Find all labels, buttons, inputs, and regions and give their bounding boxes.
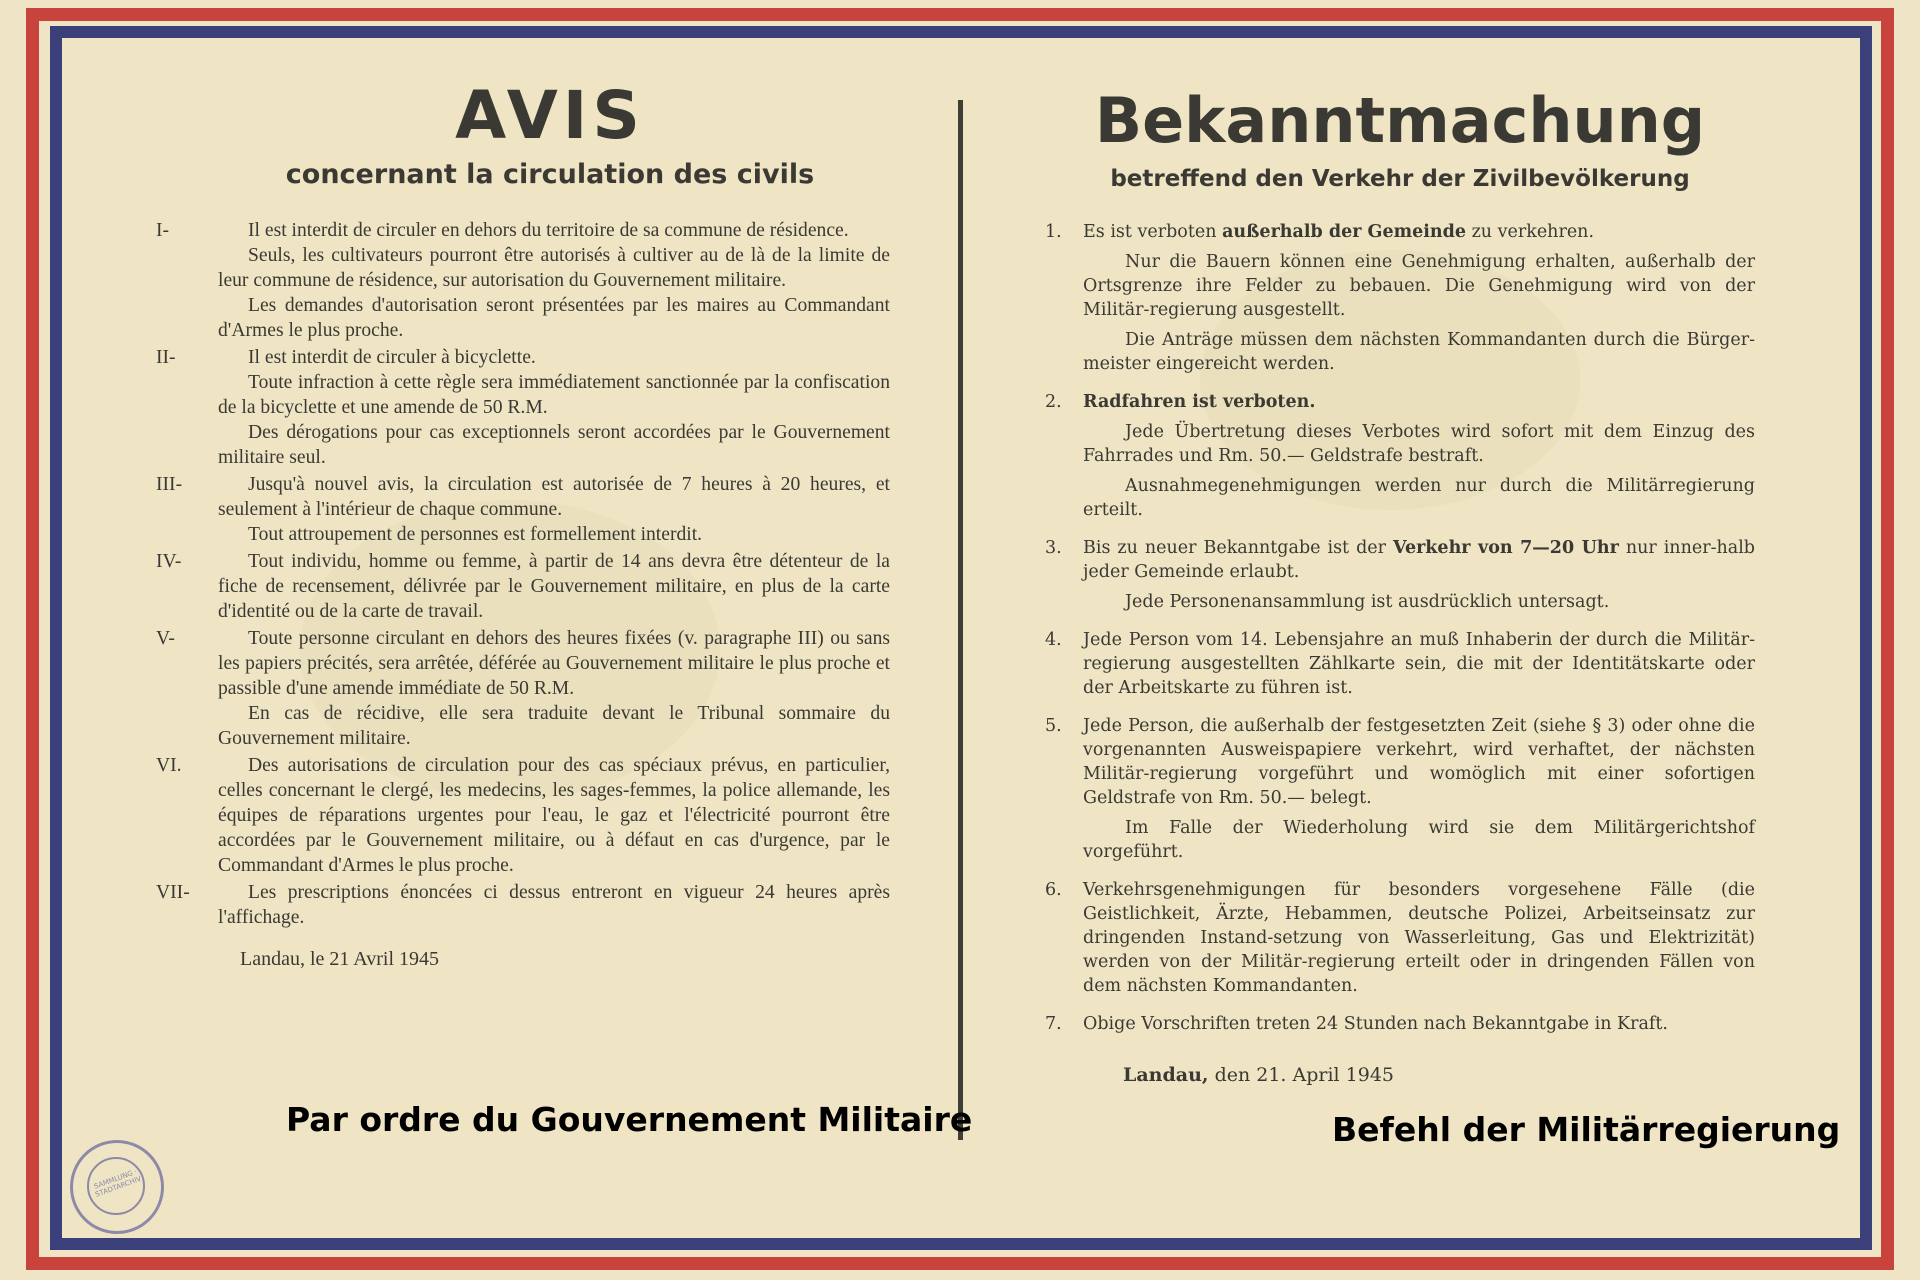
german-article (1045, 714, 1755, 864)
german-article-paragraph: Im Falle der Wiederholung wird sie dem Militärgerichtshof vorgeführt. (1083, 818, 1755, 863)
french-article-number: III- (156, 473, 183, 495)
german-article-number: 3. (1045, 538, 1062, 559)
french-article-number: VI. (156, 754, 182, 776)
french-article-paragraph: Tout individu, homme ou femme, à partir de 14 ans devra être détenteur de la fiche de recensement, délivrée par le Gouvernement militaire, en plus de la carte d'identité ou de la carte de travail. (218, 550, 890, 622)
french-signature: Par ordre du Gouvernement Militaire (286, 1100, 973, 1139)
german-date: den 21. April 1945 (1214, 1064, 1395, 1087)
french-article-number: I- (156, 219, 170, 241)
french-article (156, 753, 890, 878)
german-article-bold: Verkehr von 7—20 Uhr (1392, 538, 1619, 559)
german-items (1045, 220, 1755, 1036)
german-article-number: 4. (1045, 630, 1062, 651)
german-column (1045, 80, 1755, 1086)
german-title: Bekanntmachung (1094, 84, 1706, 157)
german-article-number: 6. (1045, 880, 1062, 901)
archive-stamp-text: SAMMLUNG · STADTARCHIV (93, 1167, 143, 1199)
german-article-lead: Verkehrsgenehmigungen für besonders vorgesehene Fälle (die Geistlichkeit, Ärzte, Hebammen, deutsche Polizei, Arbeitseinsatz zur dringenden Instand-setzung von Wasserleitung, Gas und Elektrizität) werden von der Militär-regierung erteilt oder in dringenden Fällen von dem nächsten Kommandanten. (1083, 880, 1755, 997)
french-article-paragraph: Des autorisations de circulation pour des cas spéciaux prévus, en particulier, celles concernant le clergé, les medecins, les sages-femmes, la police allemande, les équipes de réparations urgentes pour l'eau, le gaz et l'électricité pourront être accordées par le Gouvernement militaire, ou à défaut en cas d'urgence, par le Commandant d'Armes le plus proche. (218, 754, 890, 876)
french-article (156, 549, 890, 624)
german-article-tail: zu verkehren. (1471, 222, 1595, 243)
french-article-paragraph: Toute infraction à cette règle sera immédiatement sanctionnée par la confiscation de la bicyclette et une amende de 50 R.M. (218, 371, 890, 418)
german-place-date (1123, 1064, 1755, 1086)
german-article-lead (1083, 1012, 1755, 1036)
french-article-paragraph: Les prescriptions énoncées ci dessus entreront en vigueur 24 heures après l'affichage. (218, 881, 890, 928)
french-article-paragraph: Il est interdit de circuler en dehors du territoire de sa commune de résidence. (248, 219, 849, 241)
german-article-number: 1. (1045, 222, 1062, 243)
french-article-paragraph: Jusqu'à nouvel avis, la circulation est autorisée de 7 heures à 20 heures, et seulement à l'intérieur de chaque commune. (218, 473, 890, 520)
german-article-number: 7. (1045, 1014, 1062, 1035)
german-article-paragraph: Jede Übertretung dieses Verbotes wird sofort mit dem Einzug des Fahrrades und Rm. 50.— Geldstrafe bestraft. (1083, 422, 1755, 467)
archive-stamp (70, 1140, 164, 1234)
german-article-tail: nur inner-halb jeder Gemeinde erlaubt. (1083, 538, 1755, 583)
german-article-lead (1083, 628, 1755, 700)
french-place-date: Landau, le 21 Avril 1945 (240, 947, 440, 970)
french-title: AVIS (455, 77, 645, 154)
german-article (1045, 220, 1755, 376)
german-signature: Befehl der Militärregierung (1332, 1110, 1841, 1149)
french-article-paragraph: Toute personne circulant en dehors des heures fixées (v. paragraphe III) ou sans les papiers précités, sera arrêtée, déférée au Gouvernement militaire le plus proche et passible d'une amende immédiate de 50 R.M. (218, 627, 890, 699)
german-article (1045, 628, 1755, 700)
french-article (156, 218, 890, 343)
german-article-lead (1083, 714, 1755, 810)
german-article (1045, 878, 1755, 998)
french-article-paragraph: Les demandes d'autorisation seront présentées par les maires au Commandant d'Armes le plus proche. (218, 294, 890, 341)
french-subtitle: concernant la circulation des civils (285, 158, 815, 190)
german-article-lead: Jede Person, die außerhalb der festgesetzten Zeit (siehe § 3) oder ohne die vorgenannten Ausweispapiere verkehrt, wird verhaftet, der nächsten Militär-regierung vorgeführt und womöglich mit einer sofortigen Geldstrafe von Rm. 50.— belegt. (1083, 716, 1755, 809)
french-article-number: VII- (156, 881, 190, 903)
german-article-paragraph: Jede Personenansammlung ist ausdrücklich untersagt. (1125, 592, 1610, 613)
french-article-paragraph: Des dérogations pour cas exceptionnels seront accordées par le Gouvernement militaire seul. (218, 421, 890, 468)
column-divider (958, 100, 963, 1140)
french-article-paragraph: En cas de récidive, elle sera traduite devant le Tribunal sommaire du Gouvernement militaire. (218, 702, 890, 749)
german-article-bold: Radfahren ist verboten. (1083, 392, 1316, 413)
french-article-number: V- (156, 627, 175, 649)
french-article (156, 880, 890, 930)
german-article (1045, 390, 1755, 522)
french-items (156, 218, 890, 930)
german-article (1045, 536, 1755, 614)
german-article-number: 5. (1045, 716, 1062, 737)
french-article (156, 472, 890, 547)
french-article-paragraph: Il est interdit de circuler à bicyclette. (248, 346, 536, 368)
german-article-bold: außerhalb der Gemeinde (1222, 222, 1466, 243)
german-subtitle: betreffend den Verkehr der Zivilbevölkerung (1110, 166, 1690, 193)
french-article (156, 345, 890, 470)
german-article-paragraph: Die Anträge müssen dem nächsten Kommandanten durch die Bürger-meister eingereicht werden. (1083, 330, 1755, 375)
french-article-number: II- (156, 346, 176, 368)
german-article-lead: Es ist verboten (1083, 222, 1217, 243)
german-article-lead (1083, 878, 1755, 998)
german-article-lead: Bis zu neuer Bekanntgabe ist der (1083, 538, 1386, 559)
french-article-number: IV- (156, 550, 182, 572)
german-article-lead: Jede Person vom 14. Lebensjahre an muß Inhaberin der durch die Militär-regierung ausgestellten Zählkarte sein, die mit der Identitätskarte oder der Arbeitskarte zu führen ist. (1083, 630, 1755, 699)
german-article (1045, 1012, 1755, 1036)
german-article-lead (1083, 536, 1755, 584)
german-article-paragraph: Nur die Bauern können eine Genehmigung erhalten, außerhalb der Ortsgrenze ihre Felder zu bebauen. Die Genehmigung wird von der Militär-regierung ausgestellt. (1083, 252, 1755, 321)
german-article-lead (1083, 220, 1755, 244)
german-article-lead (1083, 390, 1755, 414)
french-article-paragraph: Seuls, les cultivateurs pourront être autorisés à cultiver au de là de la limite de leur commune de résidence, sur autorisation du Gouvernement militaire. (218, 244, 890, 291)
german-place: Landau, (1123, 1064, 1209, 1087)
french-column (156, 77, 890, 971)
german-article-number: 2. (1045, 392, 1062, 413)
french-article-paragraph: Tout attroupement de personnes est formellement interdit. (248, 523, 703, 545)
german-article-lead: Obige Vorschriften treten 24 Stunden nach Bekanntgabe in Kraft. (1083, 1014, 1668, 1035)
german-article-paragraph: Ausnahmegenehmigungen werden nur durch die Militärregierung erteilt. (1083, 476, 1755, 521)
french-article (156, 626, 890, 751)
